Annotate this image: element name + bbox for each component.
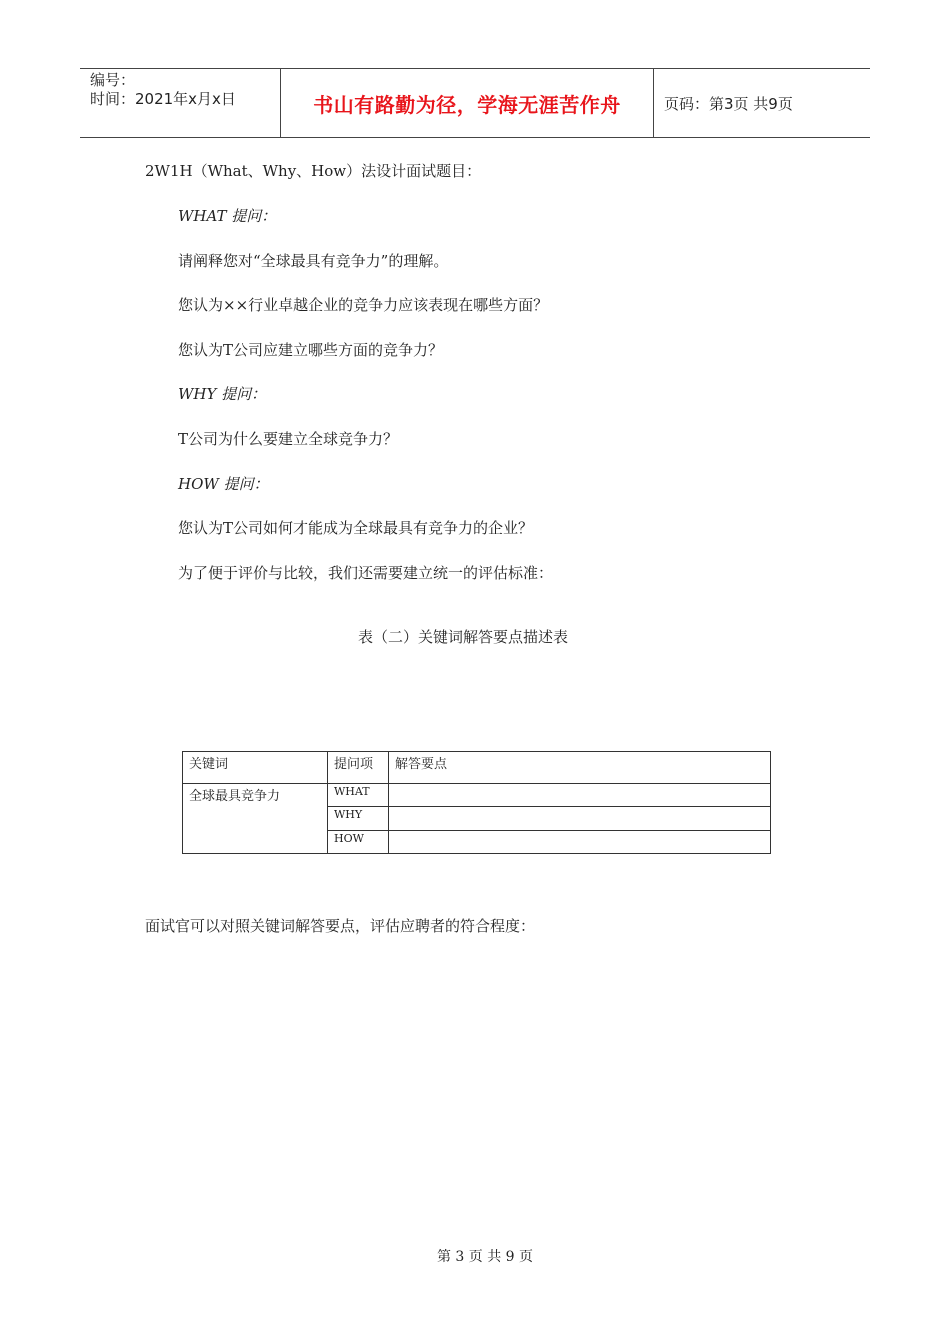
header-motto-cell bbox=[281, 69, 654, 137]
table-item-cell: WHAT bbox=[328, 784, 389, 807]
closing-text: 面试官可以对照关键词解答要点，评估应聘者的符合程度： bbox=[145, 917, 536, 935]
table-header-cell: 提问项 bbox=[328, 752, 389, 784]
time-label: 时间：2021年x月x日 bbox=[90, 90, 236, 108]
why-heading: WHY 提问： bbox=[178, 385, 267, 403]
what-question-3: 您认为T公司应建立哪些方面的竞争力？ bbox=[178, 341, 444, 359]
table-header-row bbox=[183, 752, 771, 784]
page-header bbox=[80, 68, 870, 138]
how-heading: HOW 提问： bbox=[178, 475, 269, 493]
what-question-1: 请阐释您对“全球最具有竞争力”的理解。 bbox=[178, 252, 449, 270]
number-label: 编号： bbox=[90, 71, 136, 89]
why-question-1: T公司为什么要建立全球竞争力？ bbox=[178, 430, 399, 448]
table-keyword-cell: 全球最具竞争力 bbox=[183, 784, 328, 854]
table-item-cell: HOW bbox=[328, 830, 389, 853]
table-answer-cell bbox=[389, 830, 771, 853]
header-meta bbox=[80, 69, 281, 137]
table-header-cell: 解答要点 bbox=[389, 752, 771, 784]
table-answer-cell bbox=[389, 807, 771, 830]
what-question-2: 您认为××行业卓越企业的竞争力应该表现在哪些方面？ bbox=[178, 296, 549, 314]
header-motto: 书山有路勤为径，学海无涯苦作舟 bbox=[313, 92, 621, 117]
how-question-1: 您认为T公司如何才能成为全球最具有竞争力的企业？ bbox=[178, 519, 534, 537]
table-header-cell: 关键词 bbox=[183, 752, 328, 784]
standard-note: 为了便于评价与比较，我们还需要建立统一的评估标准： bbox=[178, 564, 554, 582]
page-footer: 第 3 页 共 9 页 bbox=[436, 1249, 534, 1265]
keyword-table bbox=[182, 751, 771, 854]
table-item-cell: WHY bbox=[328, 807, 389, 830]
table-caption: 表（二）关键词解答要点描述表 bbox=[358, 628, 569, 646]
header-page-info: 页码：第3页 共9页 bbox=[664, 94, 793, 113]
what-heading: WHAT 提问： bbox=[178, 207, 277, 225]
table-answer-cell bbox=[389, 784, 771, 807]
intro-text: 2W1H（What、Why、How）法设计面试题目： bbox=[145, 162, 482, 180]
table-row bbox=[183, 784, 771, 807]
